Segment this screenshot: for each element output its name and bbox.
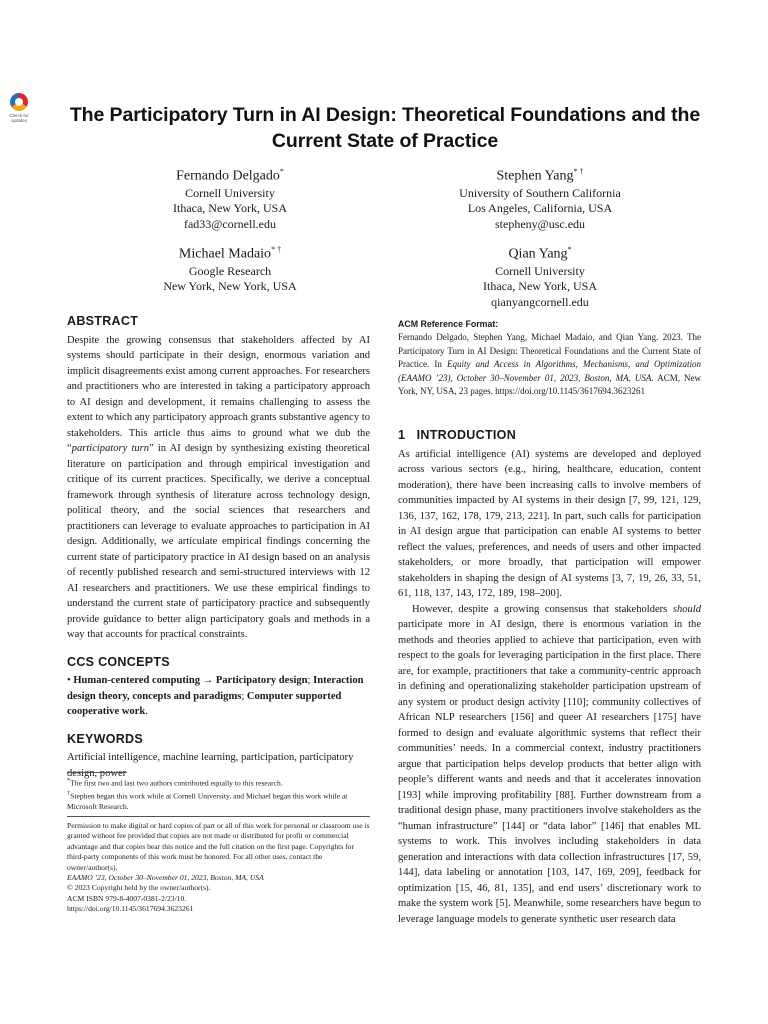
left-column — [67, 314, 370, 781]
ccs-text: • Human-centered computing → Participatory design; Interaction design theory, concepts and paradigms; Computer supported cooperative work. — [67, 675, 364, 717]
badge-label: Check for updates — [9, 113, 29, 123]
author-marks: * — [279, 167, 284, 176]
footnote: †Stephen began this work while at Cornell University, and Michael began this work while at Microsoft Research. — [67, 789, 348, 811]
abstract-heading: ABSTRACT — [67, 314, 139, 328]
footnote: *The first two and last two authors contributed equally to this research. — [67, 777, 283, 788]
author-block-1 — [120, 163, 340, 232]
acm-reference-text: Fernando Delgado, Stephen Yang, Michael Madaio, and Qian Yang. 2023. The Participatory Turn in AI Design: Theoretical Foundations and the Current State of Practice. In Equity and Access in Algorithms, Mechanisms, and Optimization (EAAMO ’23), October 30–November 01, 2023, Boston, MA, USA. ACM, New York, NY, USA, 23 pages. https://doi.org/10.1145/3617694.3623261 — [398, 332, 702, 397]
author-marks: * — [567, 245, 572, 254]
permission-text: Permission to make digital or hard copies of part or all of this work for personal or classroom use is granted without fee provided that copies are not made or distributed for profit or commercial advantage and that copies bear this notice and the full citation on the first page. Copyrights for third-party components of this work must be honored. For all other uses, contact the owner/author(s). — [67, 821, 370, 872]
abstract-emphasis: participatory turn — [71, 443, 150, 454]
author-block-4 — [425, 241, 655, 310]
author-block-2 — [425, 163, 655, 232]
footnote-rule — [67, 772, 127, 773]
author-email[interactable]: fad33@cornell.edu — [183, 216, 276, 231]
crossmark-icon — [10, 93, 28, 111]
author-location: New York, New York, USA — [163, 279, 297, 294]
copyright-text: © 2023 Copyright held by the owner/author(s). — [67, 883, 211, 893]
acm-reference-heading: ACM Reference Format: — [398, 319, 499, 329]
permission-block — [67, 821, 370, 915]
keywords-text: Artificial intelligence, machine learning, participation, participatory design, power — [67, 752, 354, 779]
footnotes — [67, 776, 370, 812]
intro-paragraph-1: As artificial intelligence (AI) systems are developed and deployed across various sectors (e.g., hiring, healthcare, education, content moderation), there have been increasing calls to involve members of communities impacted by AI systems in their design [7, 99, 121, 129, 136, 137, 162, 178, 179, 213, 221]. In part, such calls for participation in AI design argue that participation can enable AI systems to better reflect the values, preferences, and needs of users and other impacted stakeholders, or more broadly, that participation will empower stakeholders in shaping the design of AI systems [3, 7, 19, 26, 33, 51, 61, 118, 137, 143, 172, 189, 198–200]. — [398, 448, 701, 600]
isbn-text: ACM ISBN 979-8-4007-0381-2/23/10. — [67, 893, 187, 903]
acm-reference — [398, 318, 701, 398]
author-name: Michael Madaio — [178, 246, 272, 262]
author-name: Fernando Delgado — [176, 168, 280, 184]
paper-title: The Participatory Turn in AI Design: Theoretical Foundations and the Current State of Practice — [69, 104, 701, 152]
section-title: INTRODUCTION — [416, 428, 517, 443]
author-location: Ithaca, New York, USA — [483, 279, 597, 294]
author-email[interactable]: qianyangcornell.edu — [491, 294, 589, 309]
intro-heading — [398, 428, 701, 444]
author-name: Qian Yang — [508, 246, 568, 262]
author-affiliation: Google Research — [188, 263, 272, 278]
permission-rule — [67, 816, 370, 817]
author-block-3 — [120, 241, 340, 295]
author-affiliation: Cornell University — [185, 185, 275, 200]
author-affiliation: Cornell University — [495, 263, 585, 278]
author-marks: * † — [573, 167, 584, 176]
author-affiliation: University of Southern California — [459, 185, 621, 200]
author-location: Ithaca, New York, USA — [173, 201, 287, 216]
venue-text: EAAMO ’23, October 30–November 01, 2023, Boston, MA, USA — [67, 873, 264, 883]
author-name: Stephen Yang — [496, 168, 574, 184]
doi-link[interactable]: https://doi.org/10.1145/3617694.3623261 — [67, 904, 194, 914]
section-number: 1 — [398, 428, 406, 443]
author-email[interactable]: stepheny@usc.edu — [494, 216, 586, 231]
author-marks: * † — [271, 245, 282, 254]
intro-paragraph-2: However, despite a growing consensus that stakeholders should participate more in AI design, there is enormous variation in the methods and theories applied to achieve that participation, even with respect to the goals for leveraging participation in the first place. There are, for example, practitioners that take a community-centric approach in defining and operationalizing stakeholder participation upstream of any system or product design activity [110]; community collectives of African NLP researchers [156] and queer AI researchers [175] have formed to design and evaluate algorithmic systems that reflect their communities’ needs. In a commercial context, industry practitioners argue that participation helps develop products that better align with people’s different wants and needs and that it accelerates innovation [193] while improving profitability [88]. Further downstream from a traditional design phase, many practitioners involve stakeholders as the “human infrastructure” [144] or “data labor” [146] that enables ML systems to work. This involves including stakeholders in data generation and interactions with data collection infrastructures [17, 59, 144], data labeling or annotation [103, 147, 169, 209], feedback for optimization [15, 46, 81, 135], and end users’ discretionary work to make the system work [5]. Meanwhile, some researchers have begun to leverage language models to generate synthetic user research data — [398, 603, 701, 925]
right-column — [398, 318, 701, 927]
keywords-heading: KEYWORDS — [67, 731, 144, 746]
abstract-text: Despite the growing consensus that stakeholders affected by AI systems should participate in their design, enormous variation and implicit disagreements exist among current approaches. For researchers and practitioners who are interested in taking a participatory approach to AI design and development, it remains challenging to assess the extent to which any participatory approach grants substantive agency to stakeholders. This article thus aims to ground what we dub the “participatory turn” in AI design by synthesizing existing theoretical literature on participation and through empirical investigation and critique of its current practices. Specifically, we derive a conceptual framework through synthesis of literature across technology design, political theory, and the social sciences that researchers and practitioners can leverage to evaluate approaches to participation in AI design. Additionally, we articulate empirical findings concerning the current state of participatory practice in AI design based on an analysis of recently published research and semi-structured interviews with 12 AI researchers and practitioners. We use these empirical findings to understand the current state of participatory practice and subsequently provide guidance to better align participatory goals and methods in a way that accounts for practical constraints. — [67, 334, 370, 640]
author-location: Los Angeles, California, USA — [467, 201, 613, 216]
check-for-updates-badge[interactable] — [4, 92, 34, 126]
ccs-heading: CCS CONCEPTS — [67, 654, 170, 669]
